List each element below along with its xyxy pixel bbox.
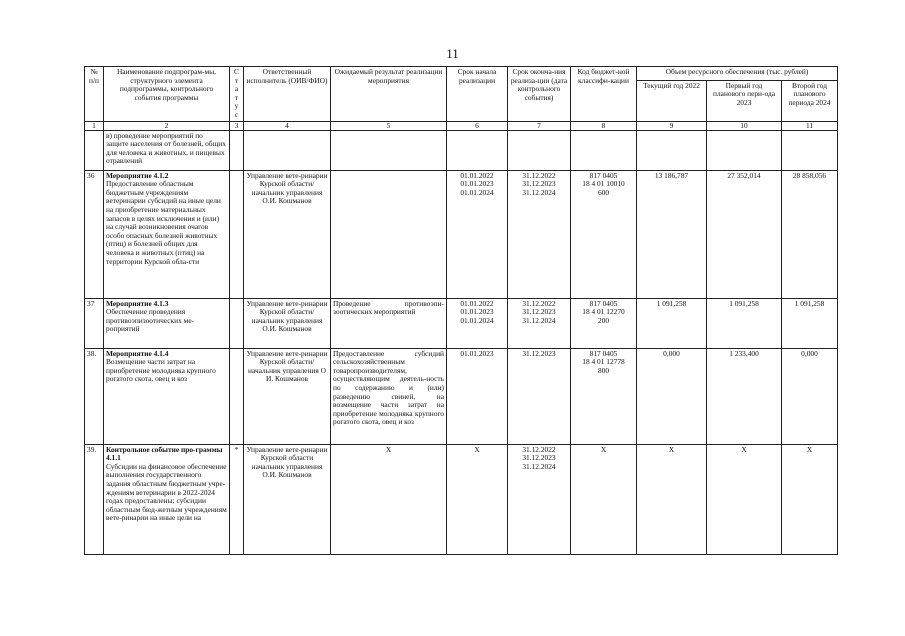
- header-year-2024: Второй год планового периода 2024: [782, 80, 838, 121]
- row-start: [447, 130, 508, 170]
- row-amount-2023: 1 233,400: [707, 348, 782, 444]
- table-row: [85, 348, 838, 444]
- end-date: 31.12.2023: [522, 453, 556, 463]
- row-amount-2024: [782, 130, 838, 170]
- row-executor: [244, 130, 331, 170]
- row-amount-2022: X: [637, 444, 707, 554]
- header-status: С т а т у с: [230, 67, 244, 122]
- start-date: 01.01.2023: [460, 179, 494, 189]
- col-number: 4: [244, 121, 331, 130]
- row-title: Мероприятие 4.1.3: [106, 298, 169, 308]
- header-row: [85, 67, 838, 81]
- start-date: 01.01.2022: [460, 298, 494, 308]
- row-description: Предоставление областным бюджетным учреждениям ветеринарии субсидий на иные цели на приобретение материальных запасов в целях исключения и (или) на случай возникновения очагов особо опасных болезней животных (птиц) и болезней общих для человека и животных (птиц) на территории Курской обла-сти: [106, 179, 221, 266]
- row-executor: Управление вете-ринарии Курской области начальник управления О.И. Кошманов: [244, 444, 331, 554]
- row-status: [230, 170, 244, 298]
- row-amount-2022: [637, 130, 707, 170]
- row-status: [230, 348, 244, 444]
- header-executor: Ответственный исполнитель (ОИВ/ФИО): [244, 67, 331, 122]
- header-name: Наименование подпрограм-мы, структурного элемента подпрограммы, контрольного события программы: [104, 67, 230, 122]
- col-number: 9: [637, 121, 707, 130]
- row-start: [447, 444, 508, 554]
- row-status: [230, 130, 244, 170]
- end-date: 31.12.2022: [522, 170, 556, 180]
- end-date: 31.12.2024: [522, 187, 556, 197]
- row-amount-2023: 1 091,258: [707, 298, 782, 348]
- row-title: Мероприятие 4.1.4: [106, 348, 169, 358]
- row-result: X: [331, 444, 447, 554]
- row-amount-2023: 27 352,014: [707, 170, 782, 298]
- row-description: Обеспечение проведения противоэпизоотических ме-роприятий: [106, 307, 195, 334]
- start-date: 01.01.2023: [460, 348, 494, 358]
- row-number: [85, 130, 104, 170]
- row-description: Субсидии на финансовое обеспечение выполнения государственного задания областным бюджетным учре-ждениям ветеринарии в 2022-2024 годах предоставлены; субсидии областным бюд-жетным учреждениям вете-ринарии на иные цели на: [106, 461, 227, 523]
- start-date: 01.01.2023: [460, 307, 494, 317]
- end-date: 31.12.2022: [522, 298, 556, 308]
- start-date: X: [474, 444, 480, 454]
- col-number: 7: [508, 121, 571, 130]
- row-budget-code: [571, 170, 637, 298]
- row-start: [447, 298, 508, 348]
- end-date: 31.12.2023: [522, 348, 556, 358]
- row-result: [331, 170, 447, 298]
- row-end: [508, 130, 571, 170]
- row-title: Контрольное событие про-граммы 4.1.1: [106, 444, 223, 463]
- row-name: [104, 298, 230, 348]
- col-number: 3: [230, 121, 244, 130]
- start-date: 01.01.2024: [460, 187, 494, 197]
- col-number: 6: [447, 121, 508, 130]
- budget-code-line: X: [600, 444, 607, 454]
- row-budget-code: [571, 444, 637, 554]
- row-name: [104, 444, 230, 554]
- col-number: 11: [782, 121, 838, 130]
- row-executor: Управление вете-ринарии Курской области/ начальник управления О.И. Кошманов: [244, 170, 331, 298]
- row-result: Проведение противоэпи-зоотических мероприятий: [331, 298, 447, 348]
- budget-code-line: 800: [597, 365, 610, 375]
- row-number: 37: [85, 298, 104, 348]
- header-code: Код бюджет-ной классифи-кации: [571, 67, 637, 122]
- row-name: [104, 170, 230, 298]
- row-budget-code: [571, 348, 637, 444]
- start-date: 01.01.2022: [460, 170, 494, 180]
- header-no: № п/п: [85, 67, 104, 122]
- end-date: 31.12.2023: [522, 307, 556, 317]
- page-number: 11: [446, 46, 459, 61]
- row-name: [104, 348, 230, 444]
- row-description: Возмещение части затрат на приобретение молодняка крупного рогатого скота, овец и коз: [106, 357, 216, 384]
- budget-code-line: 817 0405: [589, 170, 618, 180]
- row-executor: Управление вете-ринарии Курской области/ начальник управления О И. Кошманов: [244, 348, 331, 444]
- row-amount-2022: 13 186,787: [637, 170, 707, 298]
- row-description: в) проведение мероприятий по защите населения от болезней, общих для человека и животных, и пищевых отравлений: [106, 130, 226, 166]
- row-executor: Управление вете-ринарии Курской области/ начальник управления О.И. Кошманов: [244, 298, 331, 348]
- row-amount-2024: X: [782, 444, 838, 554]
- row-result: [331, 130, 447, 170]
- row-status: *: [230, 444, 244, 554]
- row-title: Мероприятие 4.1.2: [106, 170, 169, 180]
- row-amount-2024: 28 858,056: [782, 170, 838, 298]
- header-year-2022: Текущий год 2022: [637, 80, 707, 121]
- row-result: Предоставление субсидий сельскохозяйственным товаропроизводителям, осуществляющим деятель-ность по содержанию и (или) разведению свиней, на возмещение части затрат на приобретение молодняка крупного рогатого скота, овец и коз: [331, 348, 447, 444]
- header-year-2023: Первый год планового пери-ода 2023: [707, 80, 782, 121]
- end-date: 31.12.2024: [522, 461, 556, 471]
- row-amount-2022: 1 091,258: [637, 298, 707, 348]
- row-budget-code: [571, 298, 637, 348]
- budget-code-line: 18 4 01 12778: [582, 357, 625, 367]
- row-status: [230, 298, 244, 348]
- column-number-row: [85, 121, 838, 130]
- end-date: 31.12.2023: [522, 179, 556, 189]
- col-number: 1: [85, 121, 104, 130]
- header-start: Срок начала реализации: [447, 67, 508, 122]
- col-number: 10: [707, 121, 782, 130]
- row-number: 36: [85, 170, 104, 298]
- row-name: [104, 130, 230, 170]
- budget-code-line: 817 0405: [589, 348, 618, 358]
- row-budget-code: [571, 130, 637, 170]
- row-amount-2024: 0,000: [782, 348, 838, 444]
- end-date: 31.12.2024: [522, 315, 556, 325]
- row-amount-2023: [707, 130, 782, 170]
- row-number: 38.: [85, 348, 104, 444]
- row-amount-2022: 0,000: [637, 348, 707, 444]
- resource-table: [84, 66, 838, 555]
- budget-code-line: 600: [597, 187, 610, 197]
- header-volume: Объем ресурсного обеспечения (тыс. рублей): [637, 67, 838, 81]
- row-amount-2023: X: [707, 444, 782, 554]
- table-row: [85, 298, 838, 348]
- budget-code-line: 18 4 01 12270: [582, 307, 625, 317]
- row-start: [447, 170, 508, 298]
- header-result: Ожидаемый результат реализации мероприятия: [331, 67, 447, 122]
- table-row: [85, 444, 838, 554]
- end-date: 31.12.2022: [522, 444, 556, 454]
- table-row: [85, 170, 838, 298]
- row-amount-2024: 1 091,258: [782, 298, 838, 348]
- budget-code-line: 18 4 01 10010: [582, 179, 625, 189]
- col-number: 8: [571, 121, 637, 130]
- col-number: 2: [104, 121, 230, 130]
- row-end: [508, 298, 571, 348]
- row-number: 39.: [85, 444, 104, 554]
- col-number: 5: [331, 121, 447, 130]
- budget-code-line: 817 0405: [589, 298, 618, 308]
- start-date: 01.01.2024: [460, 315, 494, 325]
- row-end: [508, 444, 571, 554]
- header-end: Срок оконча-ния реализа-ции (дата контрольного события): [508, 67, 571, 122]
- row-start: [447, 348, 508, 444]
- table-row: [85, 130, 838, 170]
- row-end: [508, 348, 571, 444]
- budget-code-line: 200: [597, 315, 610, 325]
- row-end: [508, 170, 571, 298]
